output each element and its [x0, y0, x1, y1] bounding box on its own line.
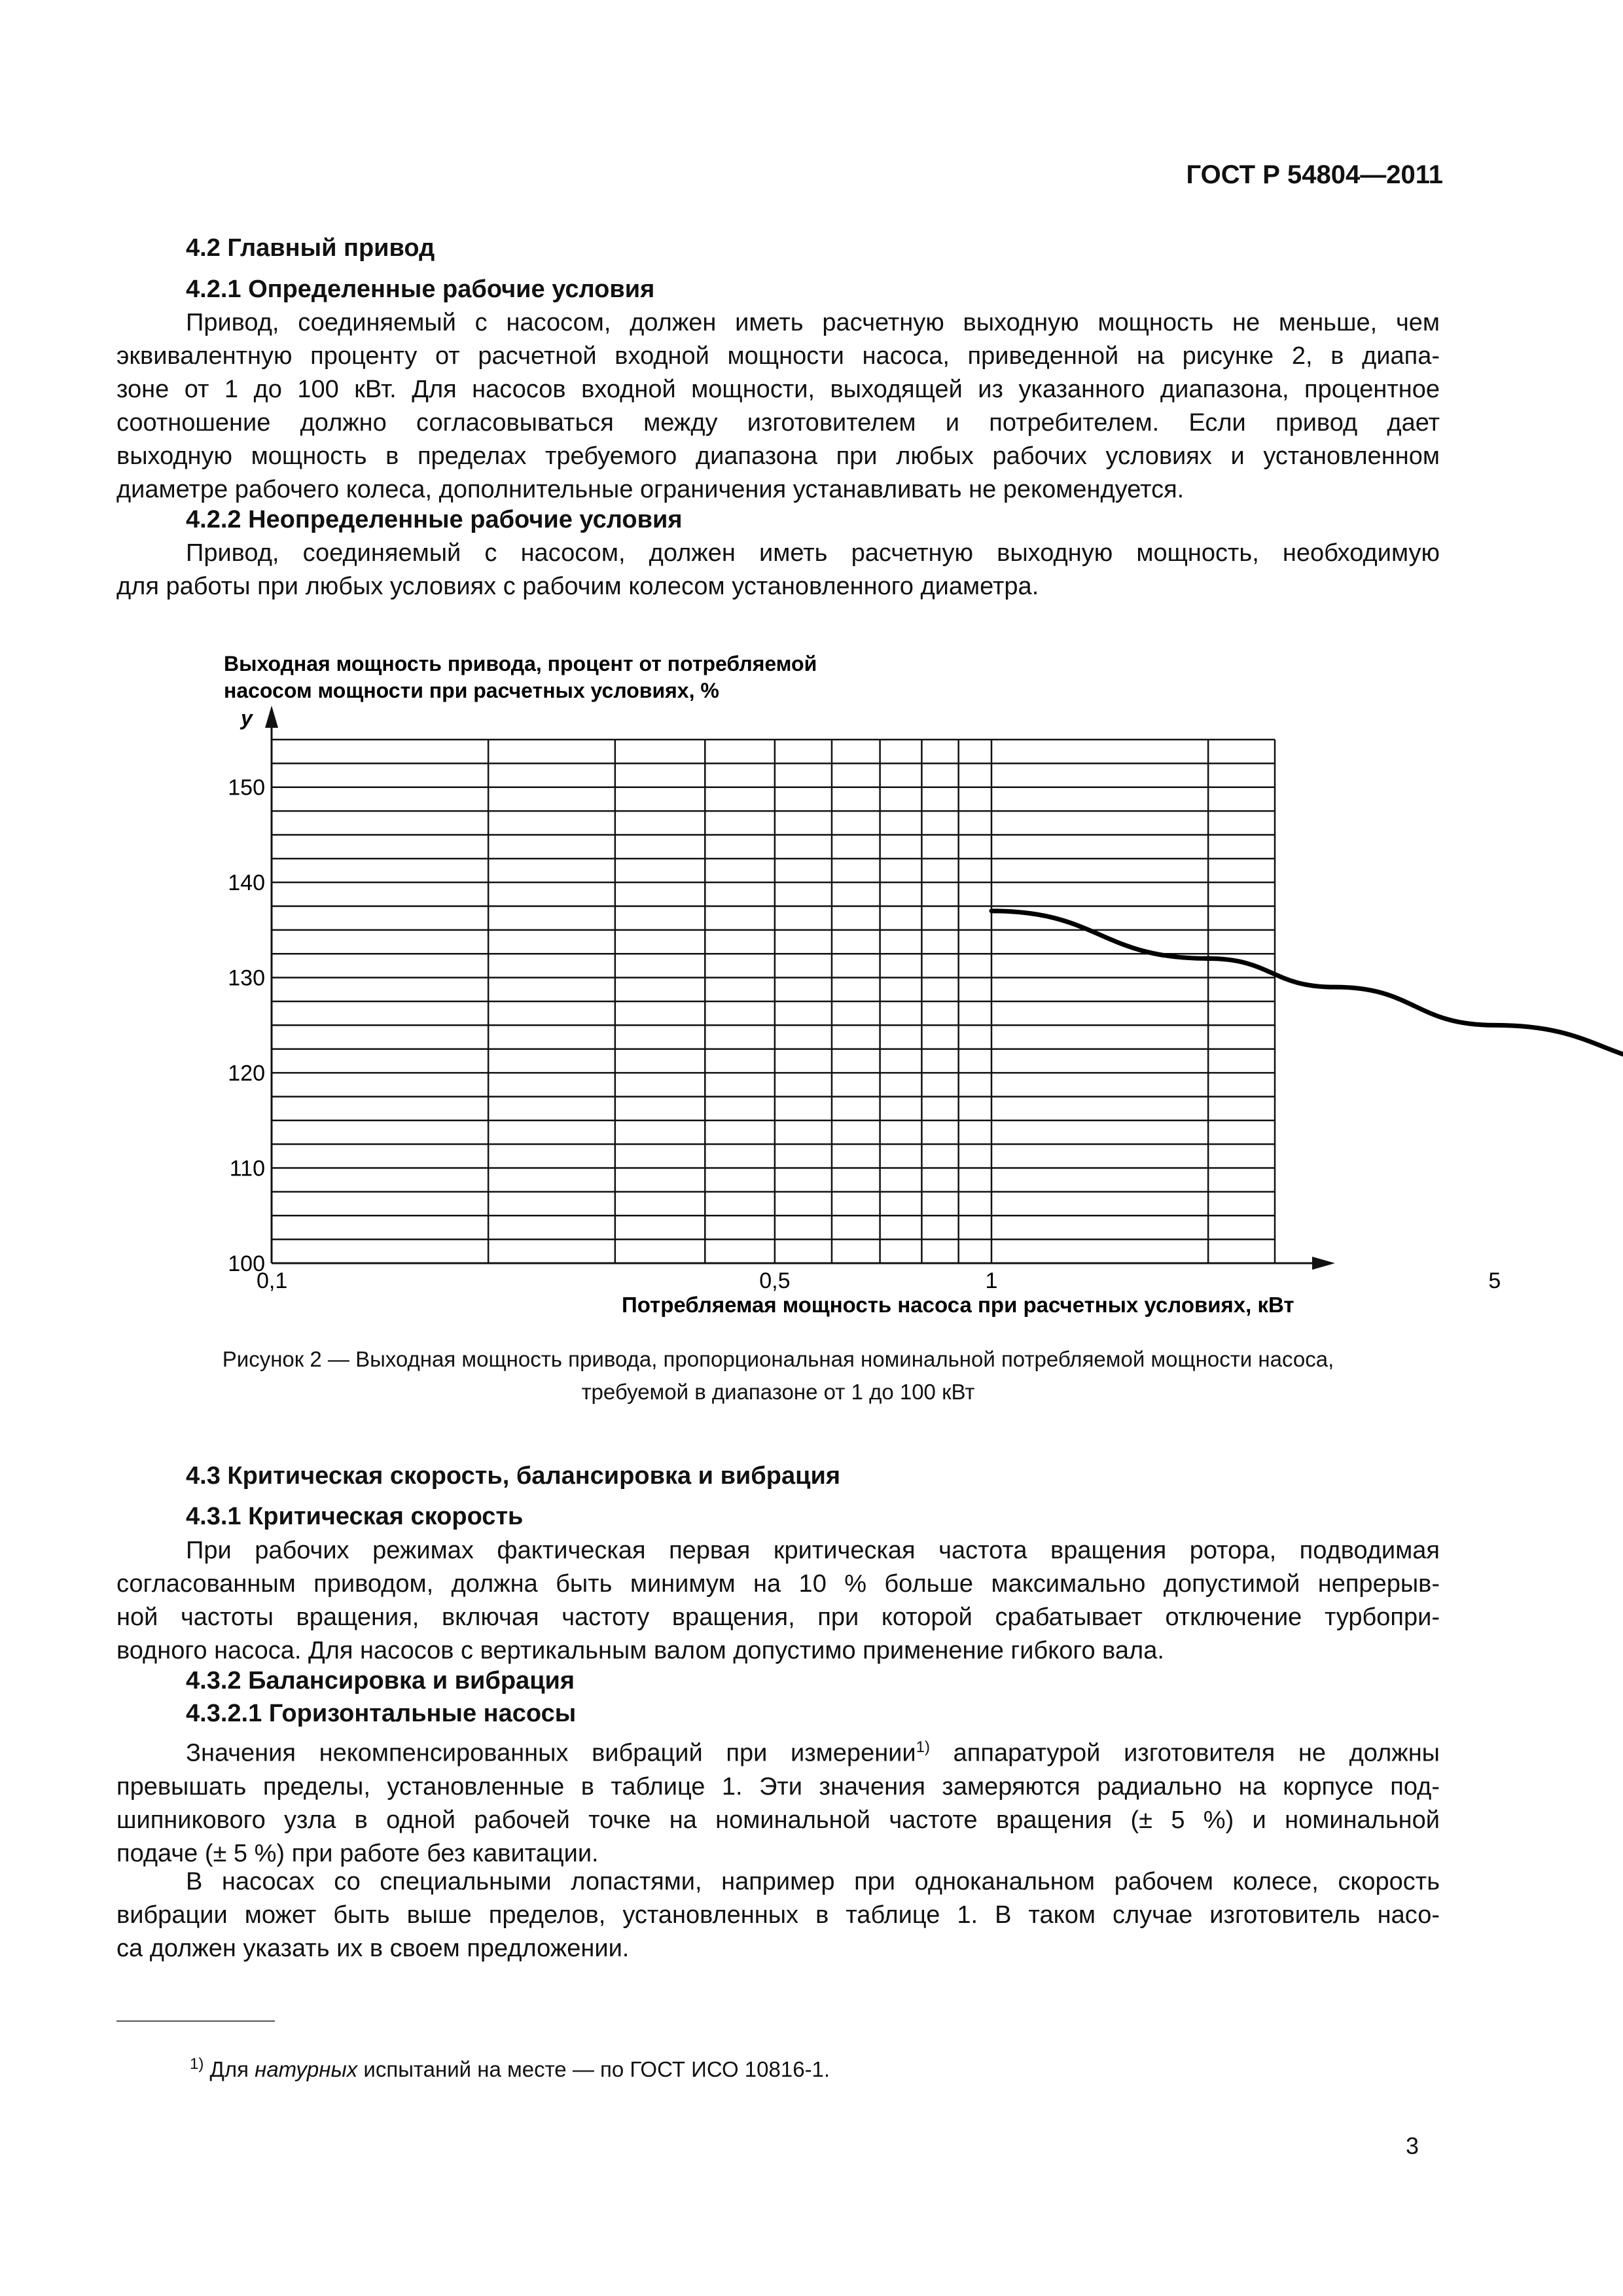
- heading-4-3-2-1: 4.3.2.1 Горизонтальные насосы: [186, 1700, 577, 1727]
- footnote-mark: 1): [190, 2055, 204, 2073]
- paragraph-4-3-1: [116, 1534, 1440, 1668]
- text-fragment: Значения некомпенсированных вибраций при измерении: [186, 1739, 916, 1767]
- heading-4-2-1: 4.2.1 Определенные рабочие условия: [186, 276, 655, 303]
- y-axis-label-line2: насосом мощности при расчетных условиях, %: [224, 679, 719, 702]
- y-tick-label: 140: [228, 870, 265, 896]
- y-tick-label: 130: [228, 965, 265, 991]
- text-line: выходную мощность в пределах требуемого диапазона при любых рабочих условиях и установленном: [116, 442, 1440, 470]
- figure-caption: [116, 1343, 1440, 1408]
- text-line: вибрации может быть выше пределов, установленных в таблице 1. В таком случае изготовитель насо-: [116, 1901, 1440, 1929]
- page-number: 3: [1406, 2132, 1419, 2159]
- text-line: согласованным приводом, должна быть минимум на 10 % больше максимально допустимой непрерыв-: [116, 1570, 1440, 1598]
- paragraph-4-2-2: [116, 537, 1440, 603]
- heading-4-2-2: 4.2.2 Неопределенные рабочие условия: [186, 506, 683, 533]
- y-tick-label: 150: [228, 775, 265, 800]
- figure-2-chart: [0, 628, 1623, 1335]
- series-line: [991, 911, 1623, 1165]
- footnote-divider: [116, 2020, 275, 2022]
- figure-caption-line2: требуемой в диапазоне от 1 до 100 кВт: [581, 1380, 975, 1404]
- x-tick-label: 5: [1488, 1268, 1501, 1293]
- x-axis-arrow: [1312, 1257, 1335, 1270]
- text-fragment: аппаратурой изготовителя не должны: [929, 1739, 1440, 1767]
- y-axis-arrow: [265, 706, 278, 728]
- footnote-ref: 1): [916, 1738, 930, 1756]
- text-line: Привод, соединяемый с насосом, должен иметь расчетную выходную мощность, необходимую: [186, 539, 1440, 567]
- text-line: для работы при любых условиях с рабочим колесом установленного диаметра.: [116, 573, 1039, 600]
- heading-4-2: 4.2 Главный привод: [186, 234, 435, 262]
- x-tick-label: 1: [985, 1268, 998, 1293]
- heading-4-3-2: 4.3.2 Балансировка и вибрация: [186, 1667, 575, 1695]
- text-line: шипникового узла в одной рабочей точке на номинальной частоте вращения (± 5 %) и номинальной: [116, 1806, 1440, 1834]
- y-tick-label: 110: [229, 1156, 265, 1181]
- footnote: [190, 2055, 830, 2082]
- text-line: водного насоса. Для насосов с вертикальным валом допустимо применение гибкого вала.: [116, 1637, 1164, 1664]
- figure-caption-line1: Рисунок 2 — Выходная мощность привода, пропорциональная номинальной потребляемой мощности насоса,: [222, 1347, 1334, 1371]
- paragraph-4-3-2-1: [116, 1731, 1440, 1871]
- text-line: подаче (± 5 %) при работе без кавитации.: [116, 1839, 599, 1867]
- text-line: Привод, соединяемый с насосом, должен иметь расчетную выходную мощность не меньше, чем: [186, 309, 1440, 336]
- y-axis-symbol: y: [241, 706, 253, 730]
- footnote-text: испытаний на месте — по ГОСТ ИСО 10816-1.: [357, 2057, 830, 2081]
- text-line: соотношение должно согласовываться между изготовителем и потребителем. Если привод дает: [116, 409, 1440, 437]
- text-line: зоне от 1 до 100 кВт. Для насосов входной мощности, выходящей из указанного диапазона, процентное: [116, 376, 1440, 403]
- text-line: ной частоты вращения, включая частоту вращения, при которой срабатывает отключение турбопри-: [116, 1604, 1440, 1631]
- heading-4-3: 4.3 Критическая скорость, балансировка и вибрация: [186, 1462, 841, 1490]
- footnote-text: Для: [204, 2057, 255, 2081]
- text-line: [116, 1731, 1440, 1770]
- heading-4-3-1: 4.3.1 Критическая скорость: [186, 1503, 524, 1530]
- document-code: ГОСТ Р 54804—2011: [1186, 160, 1443, 189]
- text-line: са должен указать их в своем предложении.: [116, 1935, 630, 1962]
- text-line: В насосах со специальными лопастями, например при одноканальном рабочем колесе, скорость: [186, 1868, 1440, 1895]
- paragraph-4-2-1: [116, 306, 1440, 507]
- footnote-italic: натурных: [255, 2057, 358, 2081]
- text-line: При рабочих режимах фактическая первая критическая частота вращения ротора, подводимая: [186, 1537, 1440, 1564]
- y-tick-label: 100: [228, 1251, 265, 1276]
- paragraph-4-3-2-1b: [116, 1865, 1440, 1965]
- x-axis-label: Потребляемая мощность насоса при расчетных условиях, кВт: [622, 1293, 1294, 1317]
- y-axis-label-line1: Выходная мощность привода, процент от потребляемой: [224, 652, 817, 675]
- text-line: эквивалентную проценту от расчетной входной мощности насоса, приведенной на рисунке 2, в диапа-: [116, 342, 1440, 370]
- text-line: превышать пределы, установленные в таблице 1. Эти значения замеряются радиально на корпусе под-: [116, 1772, 1440, 1801]
- y-tick-label: 120: [228, 1061, 265, 1086]
- x-tick-label: 0,1: [257, 1268, 288, 1293]
- text-line: диаметре рабочего колеса, дополнительные ограничения устанавливать не рекомендуется.: [116, 476, 1185, 503]
- x-tick-label: 0,5: [759, 1268, 791, 1293]
